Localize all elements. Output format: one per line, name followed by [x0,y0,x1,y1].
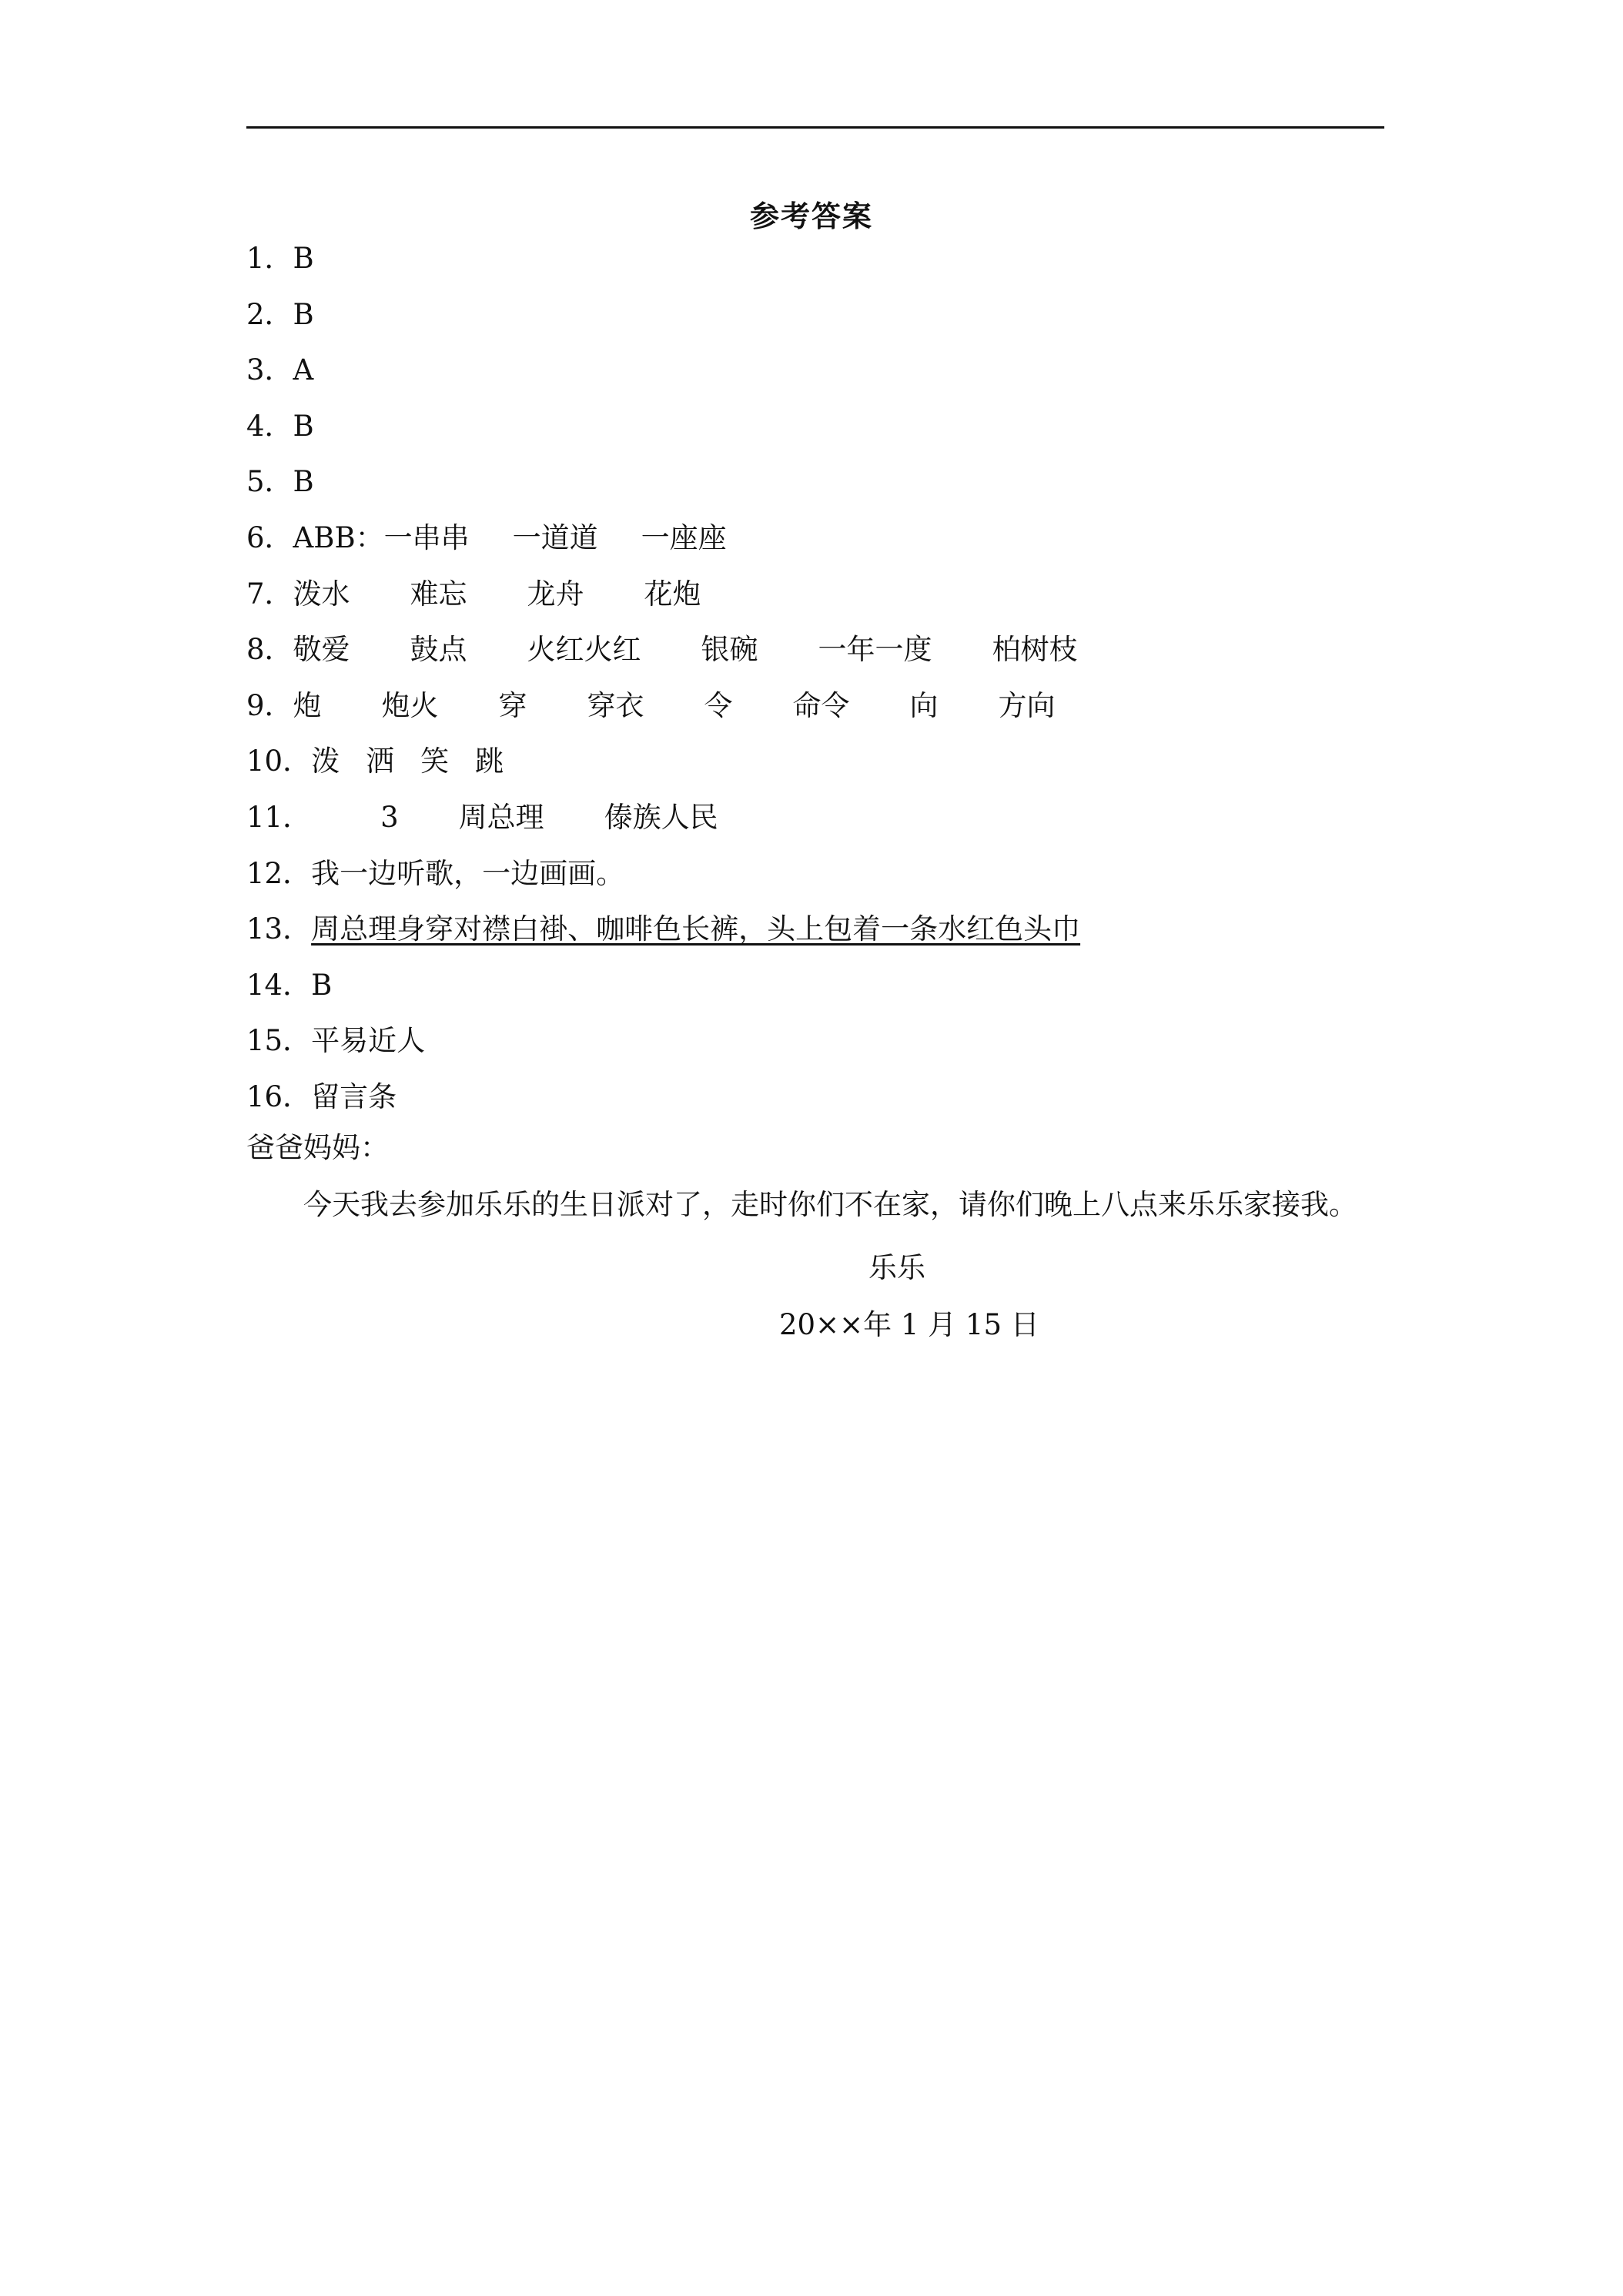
answer-item [246,846,1401,902]
answer-text: 一道道 [512,520,598,554]
answer-item [246,287,1401,343]
answer-number: 6． [246,520,293,554]
answer-item [246,343,1401,399]
answer-item [246,399,1401,455]
answer-text: 龙舟 [527,577,584,611]
answer-item [246,622,1401,678]
answer-text: 傣族人民 [604,800,718,834]
answer-number: 1． [246,242,293,275]
answer-number: 14． [246,968,312,1002]
answer-text: B [293,409,314,443]
note-body: 今天我去参加乐乐的生日派对了，走时你们不在家，请你们晚上八点来乐乐家接我。 [303,1188,1357,1221]
answer-text: B [293,465,314,499]
answer-text: 洒 [366,745,395,778]
answer-text: A [293,353,314,387]
answer-item [246,958,1401,1014]
answer-text: 火红火红 [527,633,641,667]
answer-number: 2． [246,297,293,331]
answer-text: B [311,968,333,1002]
answer-number: 15． [246,1024,312,1058]
answer-item [246,231,1401,287]
answer-number: 16． [246,1079,312,1113]
answer-text: 一座座 [641,520,727,554]
answer-number: 9． [246,688,293,722]
answer-text: 周总理 [458,800,544,834]
answer-item [246,454,1401,510]
answer-text: 向 [909,688,939,722]
answer-text: 银碗 [701,633,758,667]
answer-text: 难忘 [410,577,467,611]
answer-item [246,510,1401,567]
answer-number: 8． [246,633,293,667]
answer-item [246,1069,1401,1126]
answer-number: 13． [246,912,312,946]
answer-number: 4． [246,409,293,443]
answer-text: 花炮 [644,577,701,611]
answer-text: 周总理身穿对襟白褂、咖啡色长裤，头上包着一条水红色头巾 [311,912,1081,946]
note-signature: 乐乐 [868,1251,925,1284]
answer-item [246,567,1401,623]
answer-text: 柏树枝 [992,633,1078,667]
answer-text: 笑 [420,745,450,778]
answer-text: 3 [380,800,399,834]
answer-text: 跳 [475,745,504,778]
answer-number: 11． [246,800,312,834]
answer-text: B [293,242,314,275]
note-salutation: 爸爸妈妈： [246,1131,389,1164]
answer-text: 一年一度 [818,633,932,667]
header-rule [246,126,1384,129]
answer-number: 7． [246,577,293,611]
answer-text: 敬爱 [293,633,350,667]
answer-text: 我一边听歌，一边画画。 [311,856,625,890]
note-date: 20××年 1 月 15 日 [779,1308,1039,1341]
answer-text: 方向 [998,688,1056,722]
answer-text: 鼓点 [410,633,467,667]
answer-text: 令 [704,688,733,722]
answer-text: 炮 [293,688,322,722]
answer-number: 10． [246,745,312,778]
answer-item [246,790,1401,846]
answer-text: 穿衣 [587,688,644,722]
page-title: 参考答案 [749,199,873,233]
answer-item [246,734,1401,790]
answer-item [246,678,1401,735]
answer-list [246,231,1401,1126]
answer-item [246,902,1401,958]
answer-number: 12． [246,856,312,890]
answer-number: 5． [246,465,293,499]
answer-text: 留言条 [311,1079,397,1113]
answer-item [246,1013,1401,1069]
answer-text: 穿 [498,688,527,722]
answer-text: 命令 [792,688,850,722]
answer-text: ABB：一串串 [293,520,470,554]
answer-text: 炮火 [381,688,439,722]
answer-text: 泼 [311,745,340,778]
answer-text: 泼水 [293,577,350,611]
answer-number: 3． [246,353,293,387]
answer-text: B [293,297,314,331]
answer-text: 平易近人 [311,1024,426,1058]
